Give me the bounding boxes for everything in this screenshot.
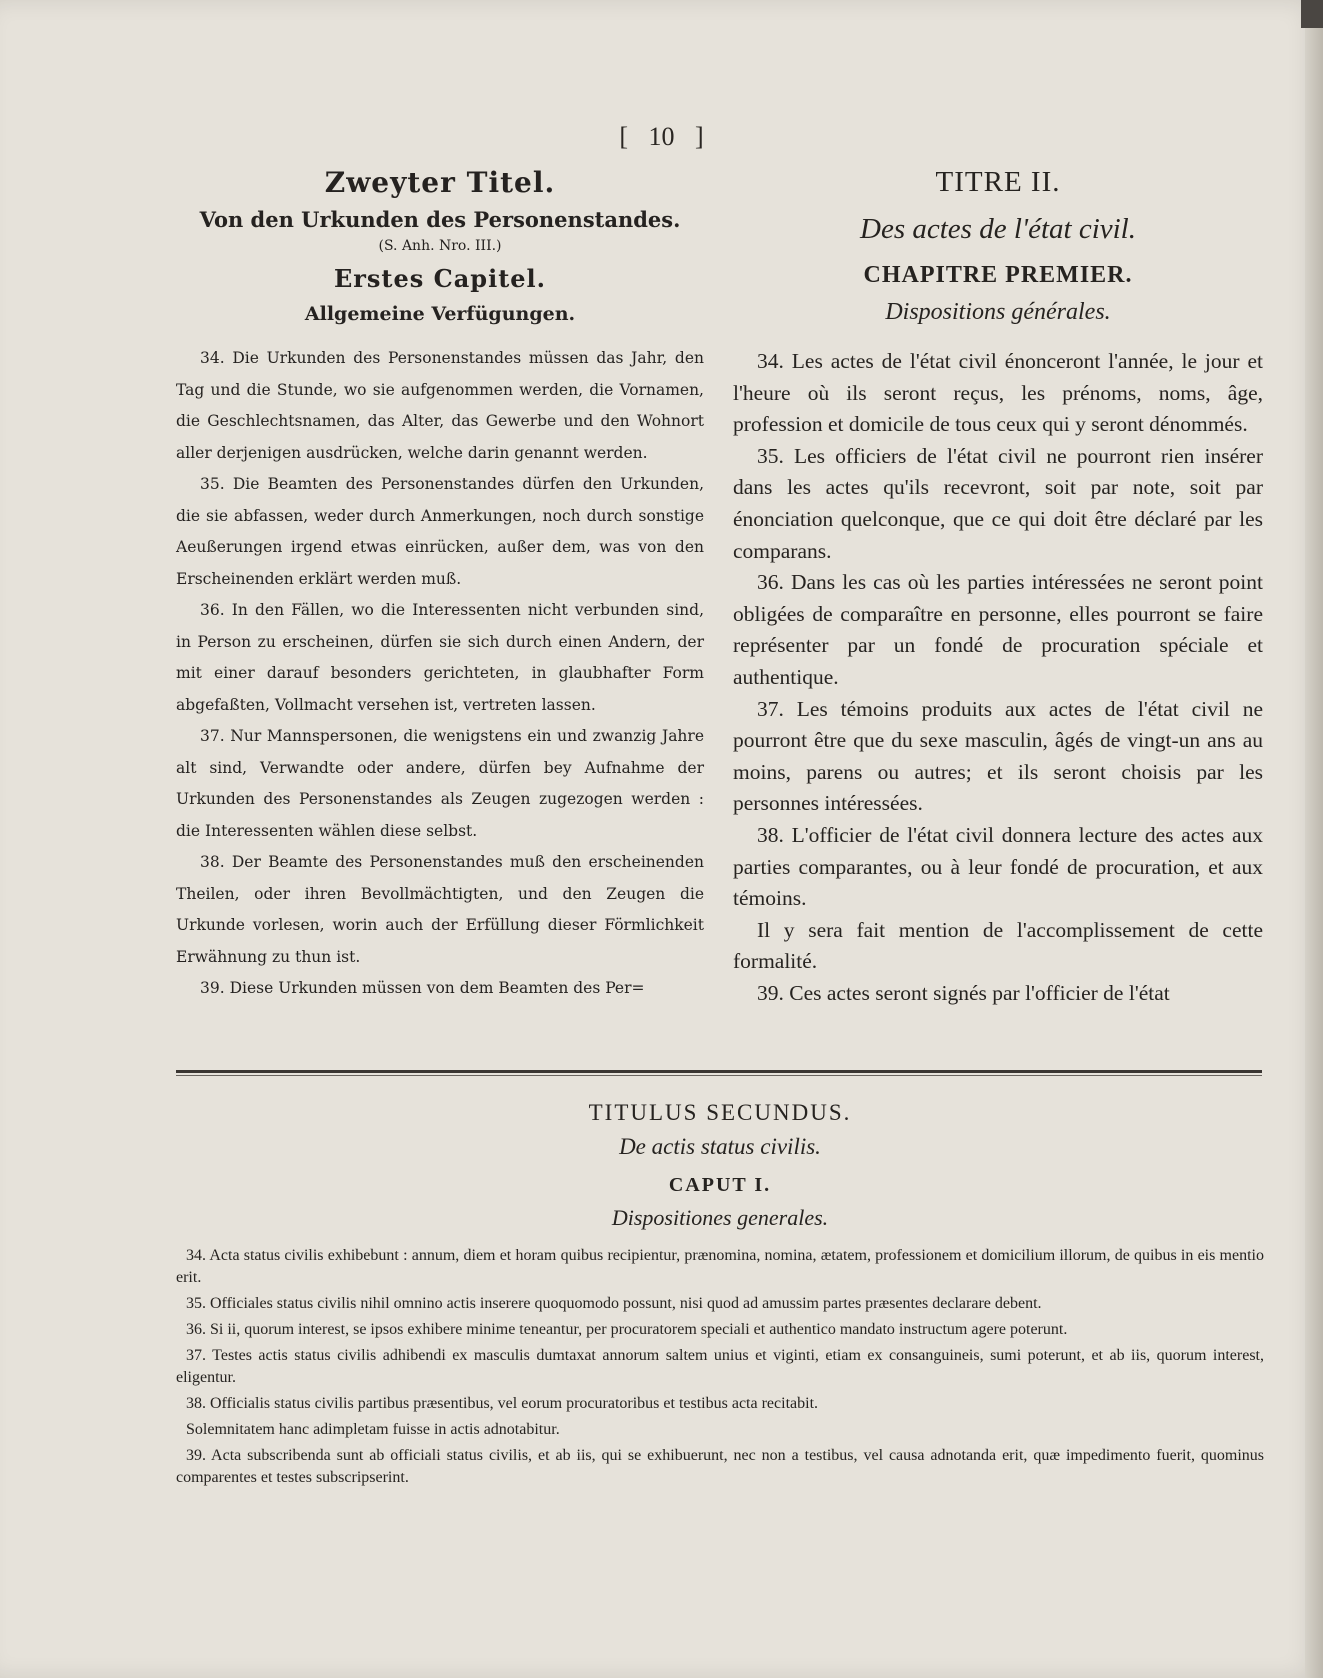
german-column [176,166,704,1005]
german-chapter: Erstes Capitel. [333,264,547,293]
page-number: [ 10 ] [619,122,704,151]
latin-section [176,1100,1264,1493]
page-edge [1305,0,1323,1678]
french-article-34: 34. Les actes de l'état civil énonceront l'année, le jour et l'heure où ils seront reçus, les prénoms, noms, âge, profession et domicile de tous ceux qui y seront dénommés. [733,349,1263,437]
section-divider-thin [176,1075,1262,1076]
latin-article-39: 39. Acta subscribenda sunt ab officiali status civilis, et ab iis, qui se exhibuerunt, nec non a testibus, vel causa adnotanda erit, quæ impedimento fuerit, quominus comparentes et testes subscripserint. [176,1447,1264,1486]
french-chapter: CHAPITRE PREMIER. [863,262,1133,288]
french-article-38: 38. L'officier de l'état civil donnera lecture des actes aux parties comparantes, ou à leur fondé de procuration, et aux témoins. [733,822,1263,911]
french-article-35: 35. Les officiers de l'état civil ne pourront rien insérer dans les actes qu'ils recevront, soit par note, soit par énonciation quelconque, que ce qui doit être déclaré par les comparans. [733,443,1263,563]
french-subtitle: Des actes de l'état civil. [860,213,1136,245]
latin-section-heading: Dispositiones generales. [611,1205,829,1230]
latin-article-35: 35. Officiales status civilis nihil omnino actis inserere quoquomodo possunt, nisi quod ad amussim partes præsentes declarare debent. [186,1295,1042,1312]
section-divider [176,1070,1262,1073]
latin-subtitle: De actis status civilis. [619,1134,821,1159]
german-article-38: 38. Der Beamte des Personenstandes muß den erscheinenden Theilen, oder ihren Bevollmächtigten, und den Zeugen die Urkunde vorlesen, worin auch der Erfüllung dieser Förmlichkeit Erwähnung zu thun ist. [176,853,704,966]
german-article-39: 39. Diese Urkunden müssen von dem Beamten des Per= [200,979,645,997]
french-title: TITRE II. [935,166,1061,198]
french-article-37: 37. Les témoins produits aux actes de l'état civil ne pourront être que du sexe masculin, âgés de vingt-un ans au moins, parens ou autres; et ils seront choisis par les personnes intéressées. [733,696,1263,816]
latin-article-34: 34. Acta status civilis exhibebunt : annum, diem et horam quibus recipientur, prænomina, nomina, ætatem, professionem et domicilium illorum, de quibus in eis mentio erit. [176,1247,1264,1286]
french-column [733,166,1263,1009]
german-subtitle: Von den Urkunden des Personenstandes. [199,207,681,232]
german-title: Zweyter Titel. [324,166,556,199]
latin-article-38-note: Solemnitatem hanc adimpletam fuisse in actis adnotabitur. [186,1421,560,1438]
french-article-36: 36. Dans les cas où les parties intéressées ne seront point obligées de comparaître en personne, elles pourront se faire représenter par un fondé de procuration spéciale et authentique. [733,570,1263,689]
french-section: Dispositions générales. [885,299,1111,325]
page-corner [1301,0,1323,28]
latin-article-36: 36. Si ii, quorum interest, se ipsos exhibere minime teneantur, per procuratorem speciali et authentico mandato instructum agere poterunt. [186,1321,1068,1338]
french-article-39: 39. Ces actes seront signés par l'officier de l'état [757,980,1170,1005]
latin-title: TITULUS SECUNDUS. [588,1100,852,1125]
latin-article-37: 37. Testes actis status civilis adhibendi ex masculis dumtaxat annorum saltem unius et viginti, etiam ex consanguineis, sumi poterunt, et ab iis, quorum interest, eligentur. [176,1347,1264,1386]
french-article-38-note: Il y sera fait mention de l'accomplissement de cette formalité. [733,917,1263,974]
german-article-37: 37. Nur Mannspersonen, die wenigstens ein und zwanzig Jahre alt sind, Verwandte oder andere, dürfen bey Aufnahme der Urkunden des Personenstandes als Zeugen zugezogen werden : die Interessenten wählen diese selbst. [176,727,704,840]
latin-chapter: CAPUT I. [668,1174,772,1196]
german-article-34: 34. Die Urkunden des Personenstandes müssen das Jahr, den Tag und die Stunde, wo sie aufgenommen werden, die Vornamen, die Geschlechtsnamen, das Alter, das Gewerbe und den Wohnort aller derjenigen ausdrücken, welche darin genannt werden. [176,349,704,462]
german-article-36: 36. In den Fällen, wo die Interessenten nicht verbunden sind, in Person zu erscheinen, dürfen sie sich durch einen Andern, der mit einer darauf besonders gerichteten, in glaubhafter Form abgefaßten, Vollmacht versehen ist, vertreten lassen. [176,601,704,714]
german-article-35: 35. Die Beamten des Personenstandes dürfen den Urkunden, die sie abfassen, weder durch Anmerkungen, noch durch sonstige Aeußerungen irgend etwas einrücken, außer dem, was von den Erscheinenden erklärt werden muß. [176,475,704,588]
german-note: (S. Anh. Nro. III.) [378,238,502,254]
german-section: Allgemeine Verfügungen. [304,303,576,325]
latin-article-38: 38. Officialis status civilis partibus præsentibus, vel eorum procuratoribus et testibus acta recitabit. [186,1395,819,1412]
